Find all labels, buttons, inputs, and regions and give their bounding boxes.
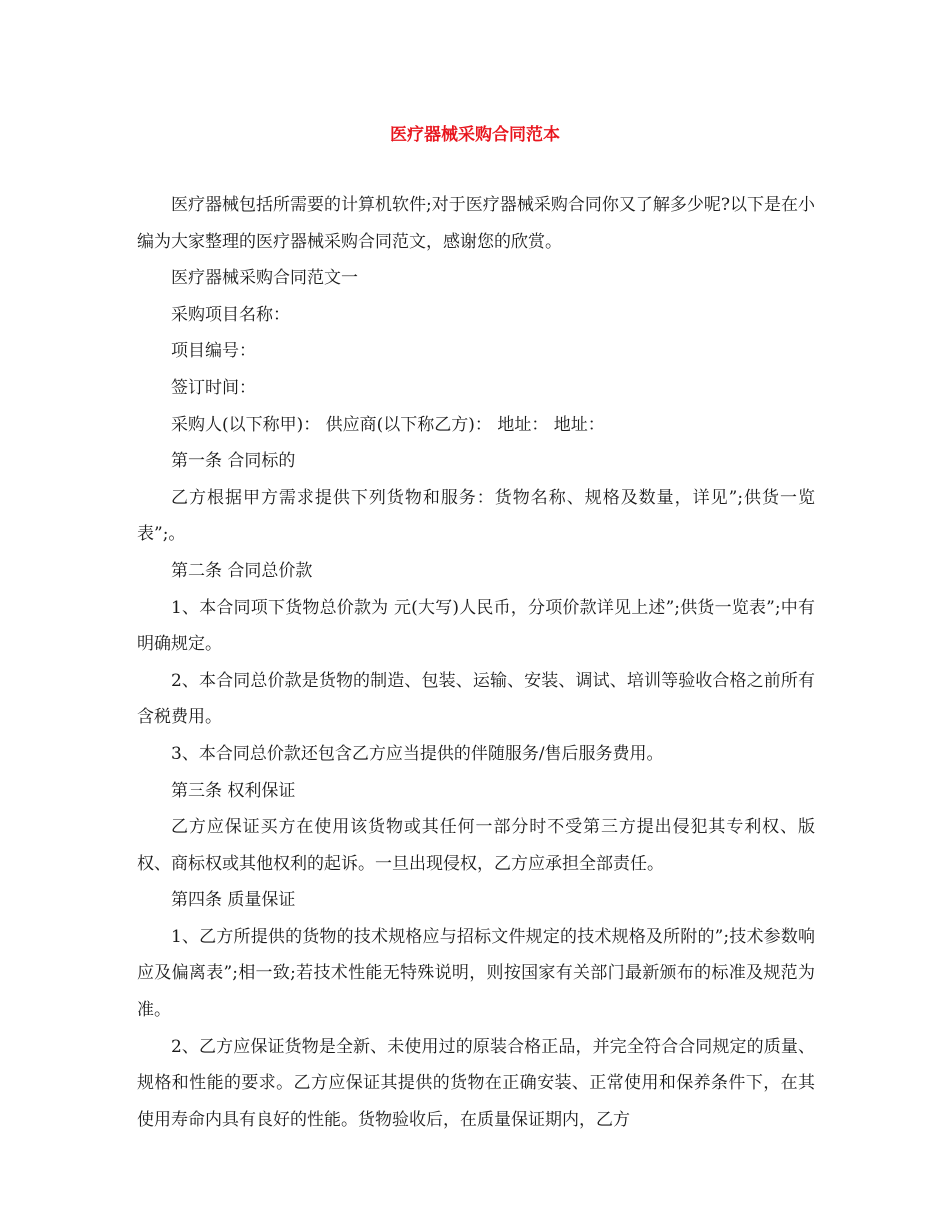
article-2-item-2: 2、本合同总价款是货物的制造、包装、运输、安装、调试、培训等验收合格之前所有含税费用。 xyxy=(137,670,815,728)
article-2-item-3: 3、本合同总价款还包含乙方应当提供的伴随服务/售后服务费用。 xyxy=(171,743,664,764)
article-1-body: 乙方根据甲方需求提供下列货物和服务：货物名称、规格及数量，详见”;供货一览表”;。 xyxy=(137,487,815,545)
document-body xyxy=(137,187,815,1138)
field-project-number: 项目编号： xyxy=(171,341,256,362)
paragraph-sample-heading: 医疗器械采购合同范文一 xyxy=(171,268,358,289)
article-2-item-1: 1、本合同项下货物总价款为 元(大写)人民币，分项价款详见上述”;供货一览表”;中有明确规定。 xyxy=(137,597,815,655)
article-4-item-1: 1、乙方所提供的货物的技术规格应与招标文件规定的技术规格及所附的”;技术参数响应及偏离表”;相一致;若技术性能无特殊说明，则按国家有关部门最新颁布的标准及规范为准。 xyxy=(137,926,815,1021)
document-title: 医疗器械采购合同范本 xyxy=(390,125,560,145)
field-parties: 采购人(以下称甲)： 供应商(以下称乙方)： 地址： 地址： xyxy=(171,414,605,435)
paragraph-intro: 医疗器械包括所需要的计算机软件;对于医疗器械采购合同你又了解多少呢?以下是在小编为大家整理的医疗器械采购合同范文，感谢您的欣赏。 xyxy=(137,195,815,252)
article-4-heading: 第四条 质量保证 xyxy=(171,890,296,911)
field-project-name: 采购项目名称： xyxy=(171,304,290,325)
article-1-heading: 第一条 合同标的 xyxy=(171,451,296,472)
article-2-heading: 第二条 合同总价款 xyxy=(171,560,313,581)
article-3-heading: 第三条 权利保证 xyxy=(171,780,296,801)
field-signing-time: 签订时间： xyxy=(171,377,256,398)
article-4-item-2: 2、乙方应保证货物是全新、未使用过的原装合格正品，并完全符合合同规定的质量、规格和性能的要求。乙方应保证其提供的货物在正确安装、正常使用和保养条件下，在其使用寿命内具有良好的性能。货物验收后，在质量保证期内，乙方 xyxy=(137,1036,815,1130)
article-3-body: 乙方应保证买方在使用该货物或其任何一部分时不受第三方提出侵犯其专利权、版权、商标权或其他权利的起诉。一旦出现侵权，乙方应承担全部责任。 xyxy=(137,817,815,874)
